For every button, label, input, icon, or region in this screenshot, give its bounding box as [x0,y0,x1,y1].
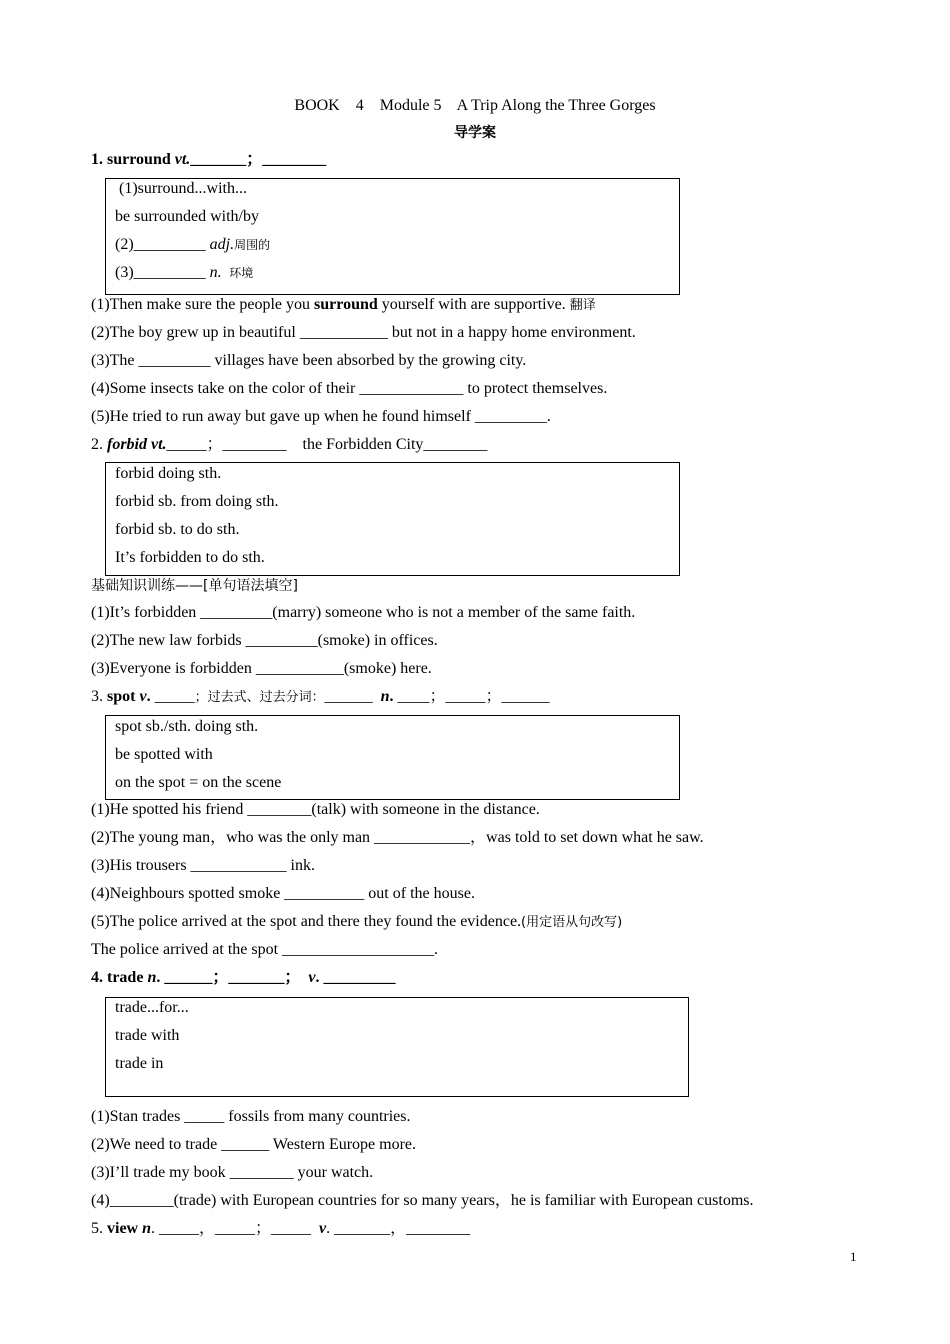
exercise-bold: surround [314,296,378,313]
exercise-line: The police arrived at the spot ___________________. [91,941,439,958]
exercise-line: (2)We need to trade ______ Western Europe more. [91,1136,417,1153]
section-1-heading [91,150,326,170]
heading-num: 3. [91,688,107,705]
heading-blanks: ____；_____；______ [397,688,550,705]
box-line [115,235,270,255]
exercise-zh: (用定语从句改写) [521,915,623,930]
box-pos: n. [209,264,222,281]
heading-word: view [107,1220,143,1237]
section-1-box [105,178,680,295]
heading-word: forbid vt. [107,436,167,453]
heading-pos: n [380,688,390,705]
box-pos: adj. [209,236,235,253]
heading-zh: ；过去式、过去分词： [194,690,325,705]
box-line: on the spot = on the scene [115,774,282,791]
exercise-line: (3)I’ll trade my book ________ your watch. [91,1164,374,1181]
heading-blanks: _____；________ the Forbidden City________ [166,436,488,453]
box-line: (1)surround...with... [115,180,247,197]
section-3-box [105,715,680,800]
box-zh: 环境 [221,266,254,280]
exercise-text: (1)Then make sure the people you [91,296,315,313]
heading-pos: n [142,1220,152,1237]
exercise-line: (2)The boy grew up in beautiful ___________ but not in a happy home environment. [91,324,636,341]
box-line [115,263,253,283]
box-blank: (2)_________ [115,236,210,253]
box-line: forbid doing sth. [115,465,222,482]
heading-word: 1. surround [91,151,175,168]
heading-dot: . [146,688,155,705]
heading-pos: vt. [174,151,191,168]
exercise-line: (1)Stan trades _____ fossils from many countries. [91,1108,411,1125]
exercise-line: (1)It’s forbidden _________(marry) someone who is not a member of the same faith. [91,604,636,621]
heading-word: 4. trade [91,969,148,986]
heading-blanks: _______；________ [190,151,327,168]
heading-blanks: . _____，_____；_____ [151,1220,320,1237]
section-4-heading [91,968,395,988]
box-line: be spotted with [115,746,213,763]
box-line: It’s forbidden to do sth. [115,549,265,566]
heading-pos: v [308,969,316,986]
exercise-zh: 翻译 [569,298,596,313]
section-3-heading [91,687,550,708]
section-2-box [105,462,680,576]
section-4-box [105,997,689,1097]
section-5-heading [91,1219,470,1239]
heading-dot: . [389,688,398,705]
exercise-text: yourself with are supportive. [377,296,570,313]
heading-blanks: . _______，________ [326,1220,471,1237]
exercise-line: (3)His trousers ____________ ink. [91,857,315,874]
document-title: BOOK 4 Module 5 A Trip Along the Three Gorges [294,97,656,114]
document-subtitle: 导学案 [454,125,496,141]
exercise-subheading: 基础知识训练——[单句语法填空] [91,578,298,594]
exercise-line [91,295,596,316]
box-line: trade...for... [115,999,189,1016]
heading-num: 5. [91,1220,107,1237]
heading-pos: v [139,688,147,705]
exercise-line [91,912,622,933]
exercise-line: (4)Some insects take on the color of their _____________ to protect themselves. [91,380,608,397]
heading-pos: v [319,1220,327,1237]
box-line: forbid sb. to do sth. [115,521,240,538]
heading-blank: _____ [154,688,195,705]
heading-word: spot [107,688,140,705]
heading-blank: ______ [324,688,381,705]
box-zh: 周围的 [234,238,271,252]
exercise-line: (3)The _________ villages have been absorbed by the growing city. [91,352,527,369]
exercise-text: (5)The police arrived at the spot and there they found the evidence. [91,913,522,930]
heading-blanks: . ______；_______； [156,969,309,986]
box-line: be surrounded with/by [115,208,259,225]
box-line: trade in [115,1055,164,1072]
exercise-line: (3)Everyone is forbidden ___________(smoke) here. [91,660,432,677]
exercise-line: (2)The new law forbids _________(smoke) in offices. [91,632,438,649]
box-line: spot sb./sth. doing sth. [115,718,259,735]
exercise-line: (5)He tried to run away but gave up when he found himself _________. [91,408,551,425]
page-number: 1 [850,1249,857,1264]
heading-pos: n [147,969,157,986]
box-line: forbid sb. from doing sth. [115,493,279,510]
exercise-line: (4)Neighbours spotted smoke __________ out of the house. [91,885,475,902]
heading-num: 2. [91,436,107,453]
exercise-line: (2)The young man，who was the only man ____________，was told to set down what he saw. [91,829,704,846]
box-blank: (3)_________ [115,264,210,281]
section-2-heading [91,435,487,455]
box-line: trade with [115,1027,180,1044]
exercise-line: (1)He spotted his friend ________(talk) with someone in the distance. [91,801,540,818]
exercise-line: (4)________(trade) with European countries for so many years，he is familiar with European customs. [91,1192,754,1209]
heading-blanks: . _________ [315,969,396,986]
